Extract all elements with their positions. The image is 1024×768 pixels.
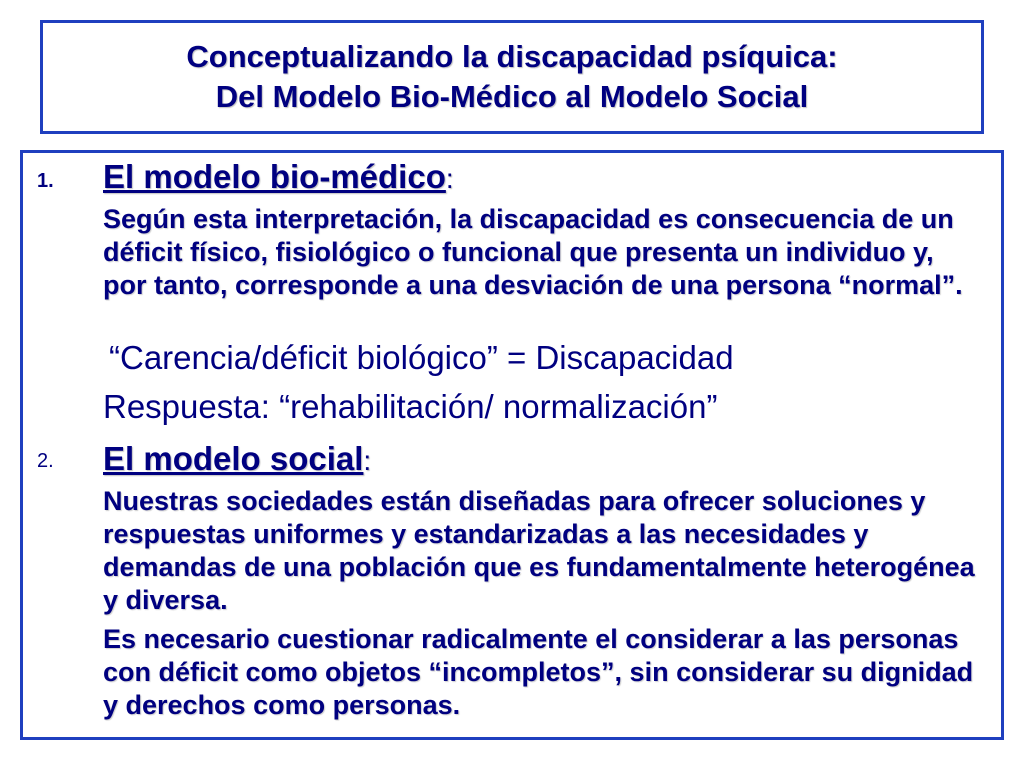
section-2-number: 2. <box>37 450 54 472</box>
section-1-paragraph: Según esta interpretación, la discapacidad es consecuencia de un déficit físico, fisiológico o funcional que presenta un individuo y, por tanto, corresponde a una desviación de una persona “normal”. <box>103 204 963 300</box>
section-2-heading-colon: : <box>363 445 372 476</box>
section-2-paragraph-2: Es necesario cuestionar radicalmente el considerar a las personas con déficit como objetos “incompletos”, sin considerar su dignidad y derechos como personas. <box>103 624 974 720</box>
section-1-equation: “Carencia/déficit biológico” = Discapacidad <box>109 339 734 376</box>
section-2-heading-text: El modelo social <box>103 440 364 477</box>
slide-title-line-2: Del Modelo Bio-Médico al Modelo Social <box>215 79 809 114</box>
slide-title-line-1: Conceptualizando la discapacidad psíquica: <box>186 39 838 74</box>
section-2-heading <box>103 441 371 479</box>
section-1-number: 1. <box>37 170 54 192</box>
content-box <box>20 150 1004 740</box>
section-1-heading <box>103 159 454 197</box>
title-box <box>40 20 984 134</box>
section-1-response: Respuesta: “rehabilitación/ normalización” <box>103 388 718 425</box>
section-1-heading-colon: : <box>445 163 454 194</box>
section-2-paragraph-1: Nuestras sociedades están diseñadas para ofrecer soluciones y respuestas uniformes y estandarizadas a las necesidades y demandas de una población que es fundamentalmente heterogénea y diversa. <box>103 486 975 615</box>
section-1-heading-text: El modelo bio-médico <box>103 158 446 195</box>
